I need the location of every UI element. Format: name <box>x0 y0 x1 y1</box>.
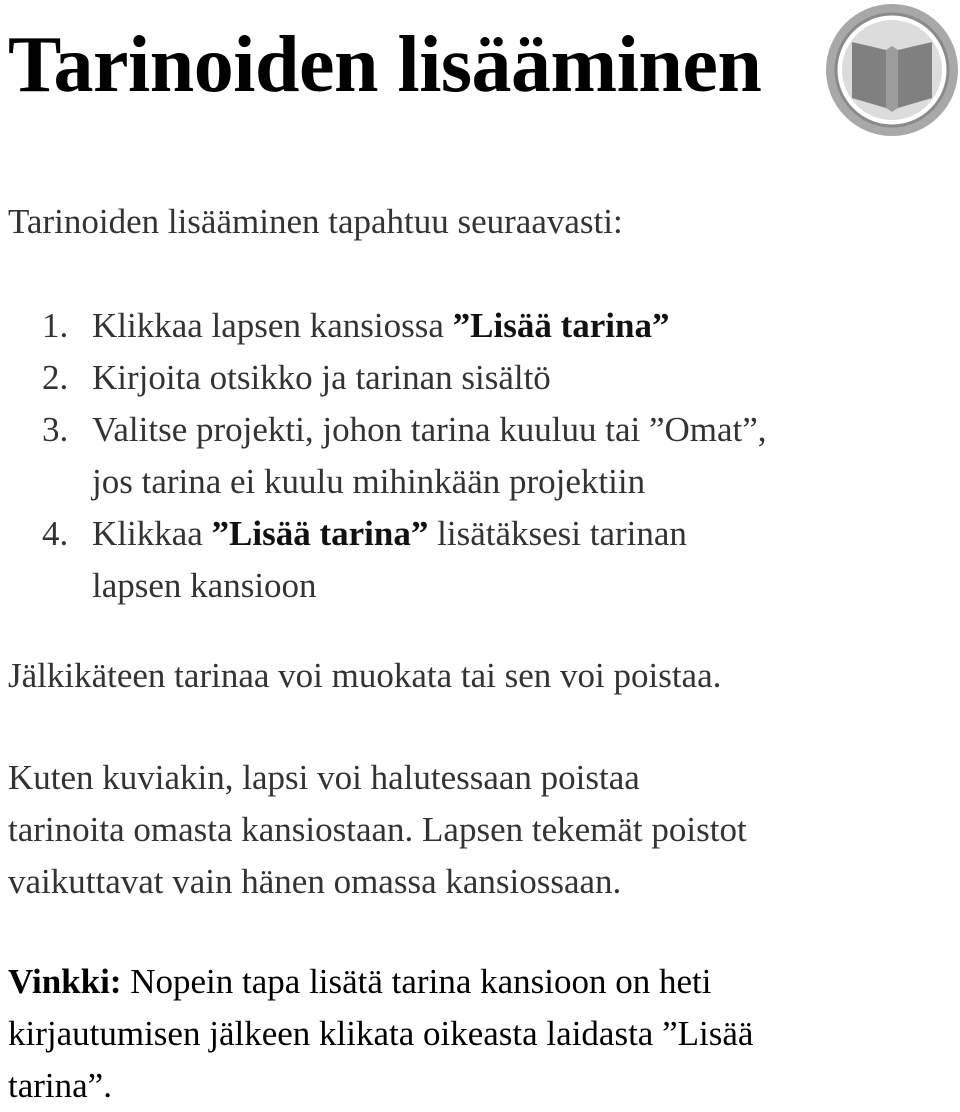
book-icon <box>822 0 960 140</box>
add-story-label: ”Lisää tarina” <box>211 514 429 553</box>
add-story-label: ”Lisää tarina” <box>452 306 670 345</box>
list-item: 3. Valitse projekti, johon tarina kuuluu tai ”Omat”, jos tarina ei kuulu mihinkään projektiin <box>42 410 767 501</box>
tip-label: Vinkki: <box>8 962 122 1001</box>
list-item: 1. Klikkaa lapsen kansiossa ”Lisää tarina” <box>42 306 670 345</box>
steps-list <box>0 300 767 612</box>
page-title: Tarinoiden lisääminen <box>8 21 762 109</box>
edit-paragraph: Jälkikäteen tarinaa voi muokata tai sen voi poistaa. <box>8 656 722 695</box>
delete-paragraph: Kuten kuviakin, lapsi voi halutessaan poistaa tarinoita omasta kansiostaan. Lapsen tekemät poistot vaikuttavat vain hänen omassa kansiossaan. <box>8 758 747 901</box>
list-item: 4. Klikkaa ”Lisää tarina” lisätäksesi tarinan lapsen kansioon <box>42 514 687 605</box>
tip-paragraph: Vinkki: Nopein tapa lisätä tarina kansioon on heti kirjautumisen jälkeen klikata oikeasta laidasta ”Lisää tarina”. <box>8 962 754 1105</box>
intro-text: Tarinoiden lisääminen tapahtuu seuraavasti: <box>8 202 623 241</box>
list-item: 2. Kirjoita otsikko ja tarinan sisältö <box>42 358 551 397</box>
